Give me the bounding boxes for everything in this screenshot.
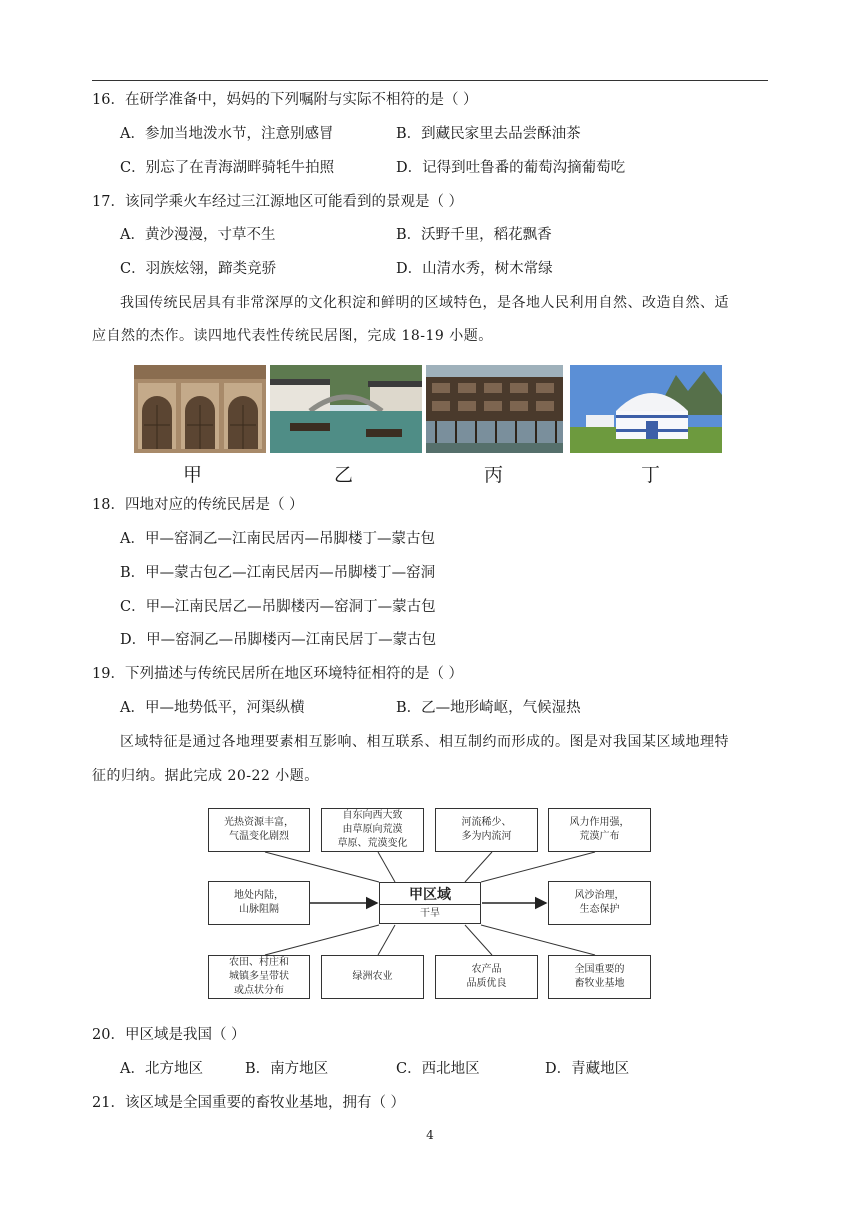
diagram-text: 城镇多呈带状 [229, 971, 289, 982]
diagram-text: 山脉阻隔 [239, 904, 279, 915]
diagram-text: 绿洲农业 [352, 971, 393, 982]
photo-label-1: 甲 [183, 464, 203, 486]
diagram-top-box-3 [435, 808, 538, 852]
intro-paragraph-2-line-2: 征的归纳。据此完成 20-22 小题。 [92, 768, 319, 784]
diagram-text: 全国重要的 [574, 964, 625, 975]
diagram-left-box [208, 881, 310, 925]
question-16-stem: 16．在研学准备中，妈妈的下列嘱附与实际不相符的是（ ） [92, 92, 478, 108]
photo-label-3: 丙 [484, 464, 504, 486]
diagram-text: 荒漠广布 [579, 831, 620, 842]
question-19-option-a: A．甲—地势低平，河渠纵横 [120, 700, 305, 716]
question-20-stem: 20．甲区域是我国（ ） [92, 1027, 246, 1043]
question-20-option-b: B．南方地区 [245, 1061, 329, 1077]
diagram-text: 畜牧业基地 [574, 978, 625, 989]
question-20-option-d: D．青藏地区 [545, 1061, 630, 1077]
diagram-text: 生态保护 [579, 904, 620, 915]
diagram-center-subtitle: 干旱 [380, 904, 480, 921]
diagram-text: 气温变化剧烈 [229, 831, 289, 842]
intro-paragraph-1-line-1: 我国传统民居具有非常深厚的文化积淀和鲜明的区域特色，是各地人民利用自然、改造自然、适 [120, 295, 729, 311]
question-17-option-d: D．山清水秀，树木常绿 [396, 261, 553, 277]
question-18-option-c: C．甲—江南民居乙—吊脚楼丙—窑洞丁—蒙古包 [120, 599, 436, 615]
diagram-text: 或点状分布 [234, 985, 284, 996]
question-17-option-b: B．沃野千里，稻花飘香 [396, 227, 552, 243]
intro-paragraph-1-line-2: 应自然的杰作。读四地代表性传统民居图，完成 18-19 小题。 [92, 328, 493, 344]
question-19-option-b: B．乙—地形崎岖，气候湿热 [396, 700, 581, 716]
question-16-option-a: A．参加当地泼水节，注意别感冒 [120, 126, 334, 142]
question-17-option-c: C．羽族炫翎，蹄类竞骄 [120, 261, 277, 277]
question-16-option-b: B．到藏民家里去品尝酥油茶 [396, 126, 581, 142]
diagram-bottom-box-4 [548, 955, 651, 999]
diagram-text: 由草原向荒漠 [342, 824, 403, 835]
question-20-option-a: A．北方地区 [120, 1061, 203, 1077]
diagram-top-box-4 [548, 808, 651, 852]
diagram-top-box-1 [208, 808, 310, 852]
question-17-stem: 17．该同学乘火车经过三江源地区可能看到的景观是（ ） [92, 194, 464, 210]
diagram-center-title: 甲区域 [409, 886, 451, 903]
diagram-text: 风沙治理， [574, 890, 625, 901]
question-17-option-a: A．黄沙漫漫，寸草不生 [120, 227, 276, 243]
diagram-text: 风力作用强， [569, 817, 630, 828]
diagram-text: 光热资源丰富， [224, 817, 294, 828]
question-18-option-a: A．甲—窑洞乙—江南民居丙—吊脚楼丁—蒙古包 [120, 531, 435, 547]
diagram-text: 河流稀少、 [461, 817, 512, 828]
question-21-stem: 21．该区域是全国重要的畜牧业基地，拥有（ ） [92, 1095, 406, 1111]
diagram-text: 品质优良 [466, 978, 507, 989]
diagram-text: 农产品 [471, 964, 502, 975]
diagram-bottom-box-3 [435, 955, 538, 999]
photo-label-4: 丁 [641, 464, 661, 486]
diagram-bottom-box-1 [208, 955, 310, 999]
question-18-stem: 18．四地对应的传统民居是（ ） [92, 497, 304, 513]
question-16-option-d: D．记得到吐鲁番的葡萄沟摘葡萄吃 [396, 160, 626, 176]
photo-label-2: 乙 [334, 464, 354, 486]
diagram-bottom-box-2 [321, 955, 424, 999]
page-number: 4 [426, 1128, 434, 1142]
question-18-option-b: B．甲—蒙古包乙—江南民居丙—吊脚楼丁—窑洞 [120, 565, 436, 581]
diagram-text: 地处内陆， [234, 890, 284, 901]
question-16-option-c: C．别忘了在青海湖畔骑牦牛拍照 [120, 160, 335, 176]
diagram-text: 农田、村庄和 [229, 957, 289, 968]
diagram-text: 草原、荒漠变化 [337, 838, 408, 849]
diagram-text: 自东向西大致 [342, 810, 403, 821]
question-19-stem: 19．下列描述与传统民居所在地区环境特征相符的是（ ） [92, 666, 464, 682]
question-18-option-d: D．甲—窑洞乙—吊脚楼丙—江南民居丁—蒙古包 [120, 632, 437, 648]
diagram-top-box-2 [321, 808, 424, 852]
diagram-right-box [548, 881, 651, 925]
diagram-center-box [379, 882, 481, 924]
diagram-text: 多为内流河 [461, 831, 512, 842]
question-20-option-c: C．西北地区 [396, 1061, 480, 1077]
intro-paragraph-2-line-1: 区域特征是通过各地理要素相互影响、相互联系、相互制约而形成的。图是对我国某区域地理特 [120, 734, 729, 750]
